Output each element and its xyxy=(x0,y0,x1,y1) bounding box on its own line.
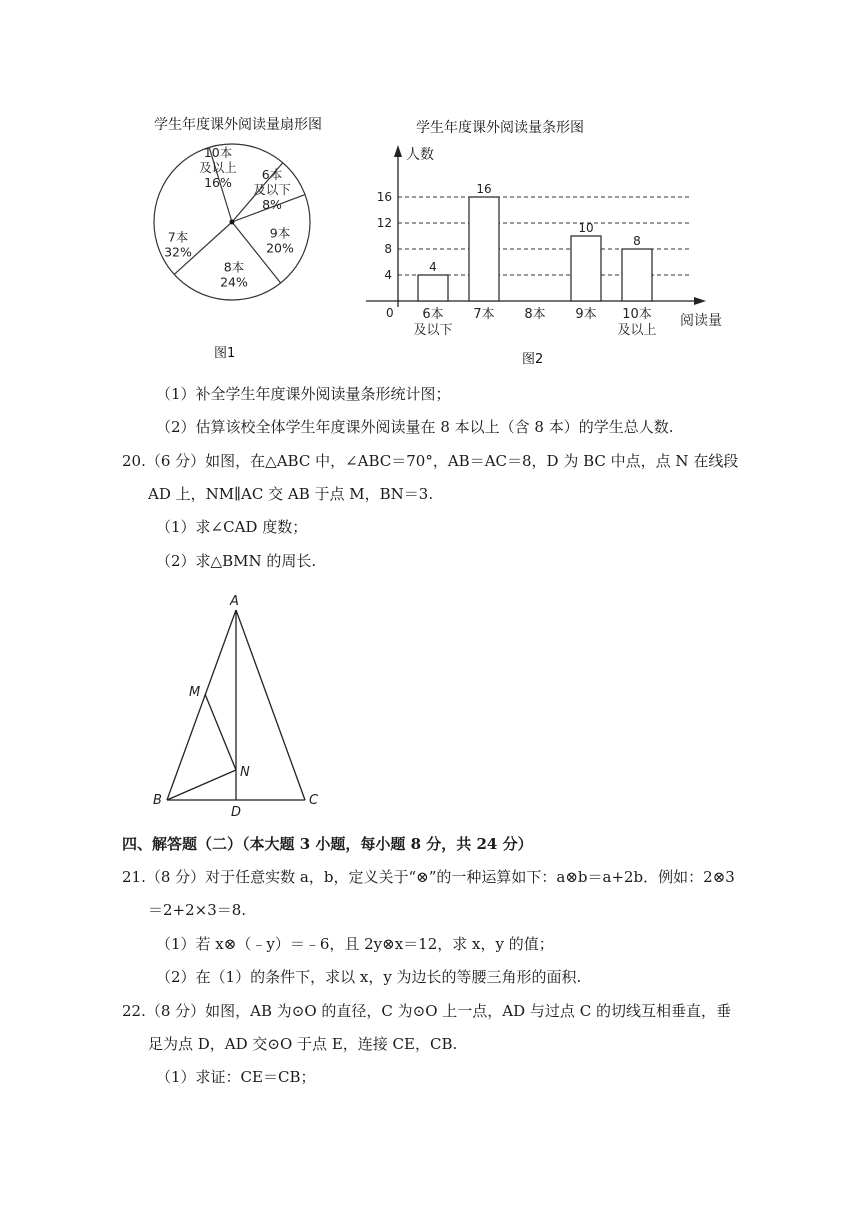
section-heading: 四、解答题（二）（本大题 3 小题，每小题 8 分，共 24 分） xyxy=(122,835,533,853)
question-20-part1: （1）求∠CAD 度数； xyxy=(156,518,308,536)
x-tick-label: 7本 xyxy=(473,307,495,322)
question-19-part2: （2）估算该校全体学生年度课外阅读量在 8 本以上（含 8 本）的学生总人数. xyxy=(156,418,674,436)
x-tick-label: 9本 xyxy=(575,307,597,322)
bar xyxy=(622,249,652,301)
pie-figure xyxy=(140,110,350,370)
bar-chart xyxy=(360,141,740,371)
pie-label-line: 24% xyxy=(220,274,248,290)
figure1-caption: 图1 xyxy=(214,346,236,361)
figure2-caption: 图2 xyxy=(522,352,544,367)
pie-slice-label xyxy=(164,230,192,260)
bar-chart-title: 学生年度课外阅读量条形图 xyxy=(416,120,584,136)
label-n: N xyxy=(240,765,250,780)
pie-label-line: 10本 xyxy=(203,145,233,160)
x-tick-label: 及以下 xyxy=(413,323,453,338)
label-c: C xyxy=(309,793,319,808)
question-21-part2: （2）在（1）的条件下，求以 x，y 为边长的等腰三角形的面积. xyxy=(156,968,582,986)
bar-value-label: 4 xyxy=(429,260,437,274)
pie-slice-label xyxy=(253,167,291,212)
question-20-part2: （2）求△BMN 的周长. xyxy=(156,552,317,570)
y-tick-label: 12 xyxy=(376,216,392,230)
x-axis-label: 阅读量 xyxy=(680,313,722,329)
label-m: M xyxy=(189,685,201,700)
question-21-part1: （1）若 x⊗（﹣y）＝﹣6，且 2y⊗x＝12，求 x，y 的值； xyxy=(156,935,554,953)
question-22-line1: 22.（8 分）如图，AB 为⊙O 的直径，C 为⊙O 上一点，AD 与过点 C 的切线互相垂直，垂 xyxy=(122,1002,731,1020)
question-20-line2: AD 上，NM∥AC 交 AB 于点 M，BN＝3. xyxy=(148,485,434,503)
pie-slice-label xyxy=(220,260,248,290)
origin-label: 0 xyxy=(386,306,394,320)
pie-title: 学生年度课外阅读量扇形图 xyxy=(154,117,322,133)
y-tick-label: 8 xyxy=(384,242,392,256)
question-19-part1: （1）补全学生年度课外阅读量条形统计图； xyxy=(156,385,451,403)
label-b: B xyxy=(153,793,162,808)
question-21-line1: 21.（8 分）对于任意实数 a，b，定义关于“⊗”的一种运算如下：a⊗b＝a+2b．例如：2⊗3 xyxy=(122,868,735,886)
bar-value-label: 8 xyxy=(633,234,641,248)
label-a: A xyxy=(230,594,239,609)
pie-label-line: 8% xyxy=(262,197,282,212)
pie-label-line: 8本 xyxy=(223,259,245,275)
pie-label-line: 16% xyxy=(204,175,232,190)
question-21-line2: ＝2+2×3＝8. xyxy=(148,901,247,919)
question-22-line2: 足为点 D，AD 交⊙O 于点 E，连接 CE，CB. xyxy=(148,1035,458,1053)
x-tick-label: 6本 xyxy=(422,307,444,322)
pie-label-line: 9本 xyxy=(269,225,291,241)
question-20-line1: 20.（6 分）如图，在△ABC 中，∠ABC＝70°，AB＝AC＝8，D 为 BC 中点，点 N 在线段 xyxy=(122,452,739,470)
segment-bn xyxy=(167,770,236,800)
pie-label-line: 及以下 xyxy=(253,182,291,197)
pie-label-line: 6本 xyxy=(261,167,283,182)
pie-label-line: 7本 xyxy=(167,229,189,245)
triangle-figure xyxy=(145,590,345,820)
bar-figure xyxy=(360,115,740,375)
pie-label-line: 20% xyxy=(266,240,294,256)
side-ab xyxy=(167,610,236,800)
pie-slice-label xyxy=(199,145,237,190)
y-tick-label: 16 xyxy=(376,190,392,204)
x-tick-label: 10本 xyxy=(622,307,652,322)
y-axis-arrow xyxy=(394,145,402,157)
pie-label-line: 及以上 xyxy=(199,160,237,175)
pie-slice-label xyxy=(266,226,294,256)
bar xyxy=(469,197,499,301)
pie-chart xyxy=(140,142,350,322)
bar xyxy=(418,275,448,301)
bar-value-label: 10 xyxy=(578,221,594,235)
pie-center xyxy=(230,220,235,225)
y-tick-label: 4 xyxy=(384,268,392,282)
bar-value-label: 16 xyxy=(476,182,492,196)
bar xyxy=(571,236,601,301)
segment-mn xyxy=(205,694,236,770)
x-tick-label: 及以上 xyxy=(617,323,657,338)
question-22-part1: （1）求证：CE＝CB； xyxy=(156,1068,316,1086)
x-tick-label: 8本 xyxy=(524,307,546,322)
pie-label-line: 32% xyxy=(164,244,192,260)
y-axis-label: 人数 xyxy=(406,147,434,163)
x-axis-arrow xyxy=(694,297,706,305)
label-d: D xyxy=(231,805,242,820)
